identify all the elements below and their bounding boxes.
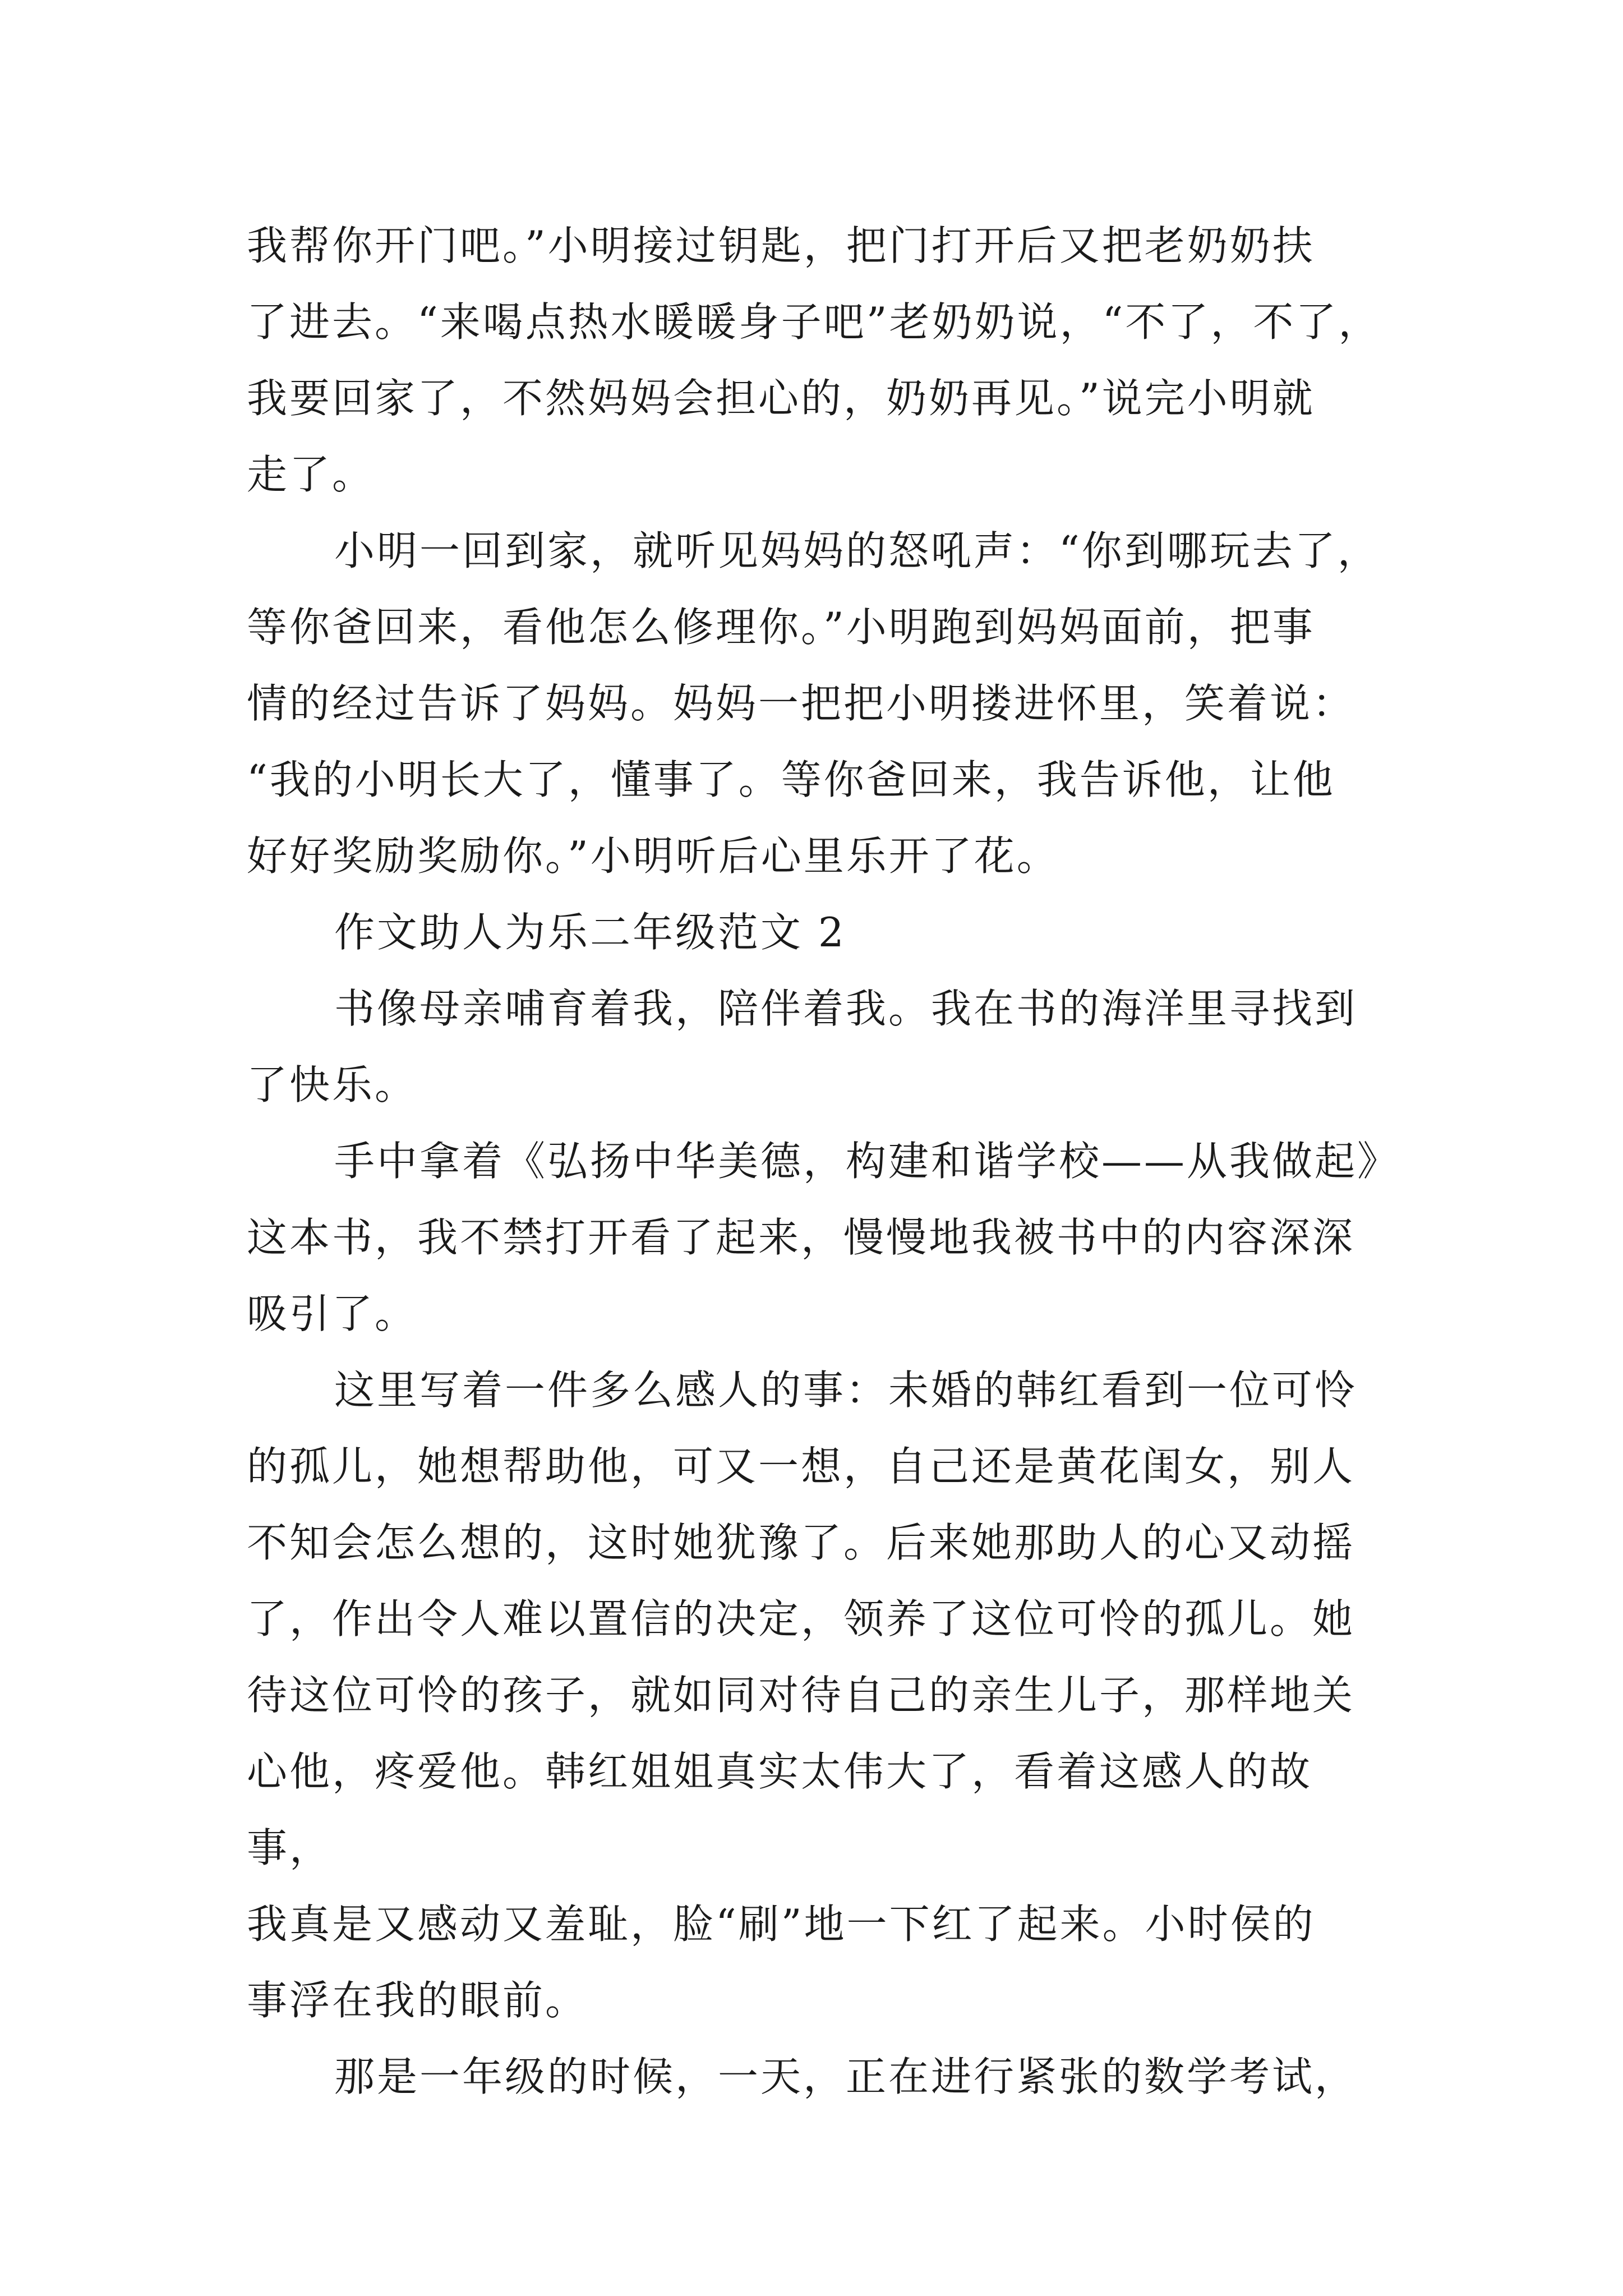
text-line: 吸引了。 <box>247 1290 418 1337</box>
paragraph <box>247 1352 1391 2039</box>
section-heading <box>247 894 1391 970</box>
text-line: 那是一年级的时候，一天，正在进行紧张的数学考试， <box>334 2053 1358 2100</box>
text-line: 走了。 <box>247 451 375 498</box>
text-line: 作文助人为乐二年级范文 2 <box>334 909 846 956</box>
paragraph <box>247 208 1391 513</box>
text-line: “我的小明长大了，懂事了。等你爸回来，我告诉他，让他 <box>247 756 1335 803</box>
text-line: 手中拿着《弘扬中华美德，构建和谐学校——从我做起》 <box>334 1138 1400 1185</box>
document-body <box>247 208 1400 2115</box>
text-line: 情的经过告诉了妈妈。妈妈一把把小明搂进怀里，笑着说： <box>247 680 1355 727</box>
text-line: 待这位可怜的孩子，就如同对待自己的亲生儿子，那样地关 <box>247 1672 1355 1719</box>
text-line: 我要回家了，不然妈妈会担心的，奶奶再见。”说完小明就 <box>247 375 1315 422</box>
text-line: 这里写着一件多么感人的事：未婚的韩红看到一位可怜 <box>334 1366 1358 1414</box>
text-line: 事浮在我的眼前。 <box>247 1977 588 2024</box>
text-line: 书像母亲哺育着我，陪伴着我。我在书的海洋里寻找到 <box>334 985 1358 1032</box>
text-line: 了快乐。 <box>247 1061 418 1108</box>
text-line: 不知会怎么想的，这时她犹豫了。后来她那助人的心又动摇 <box>247 1519 1355 1566</box>
paragraph <box>247 2039 1391 2115</box>
paragraph <box>247 970 1391 1123</box>
paragraph <box>247 1123 1400 1352</box>
text-line: 心他，疼爱他。韩红姐姐真实太伟大了，看着这感人的故事， <box>247 1748 1313 1871</box>
text-line: 的孤儿，她想帮助他，可又一想，自己还是黄花闺女，别人 <box>247 1443 1355 1490</box>
text-line: 了进去。“来喝点热水暖暖身子吧”老奶奶说，“不了，不了， <box>247 298 1381 346</box>
text-line: 等你爸回来，看他怎么修理你。”小明跑到妈妈面前，把事 <box>247 604 1315 651</box>
paragraph <box>247 513 1391 894</box>
text-line: 小明一回到家，就听见妈妈的怒吼声：“你到哪玩去了， <box>334 527 1380 574</box>
text-line: 我真是又感动又羞耻，脸“刷”地一下红了起来。小时侯的 <box>247 1901 1316 1948</box>
text-line: 好好奖励奖励你。”小明听后心里乐开了花。 <box>247 832 1059 880</box>
text-line: 这本书，我不禁打开看了起来，慢慢地我被书中的内容深深 <box>247 1214 1355 1261</box>
text-line: 了，作出令人难以置信的决定，领养了这位可怜的孤儿。她 <box>247 1595 1355 1642</box>
text-line: 我帮你开门吧。”小明接过钥匙，把门打开后又把老奶奶扶 <box>247 222 1315 269</box>
